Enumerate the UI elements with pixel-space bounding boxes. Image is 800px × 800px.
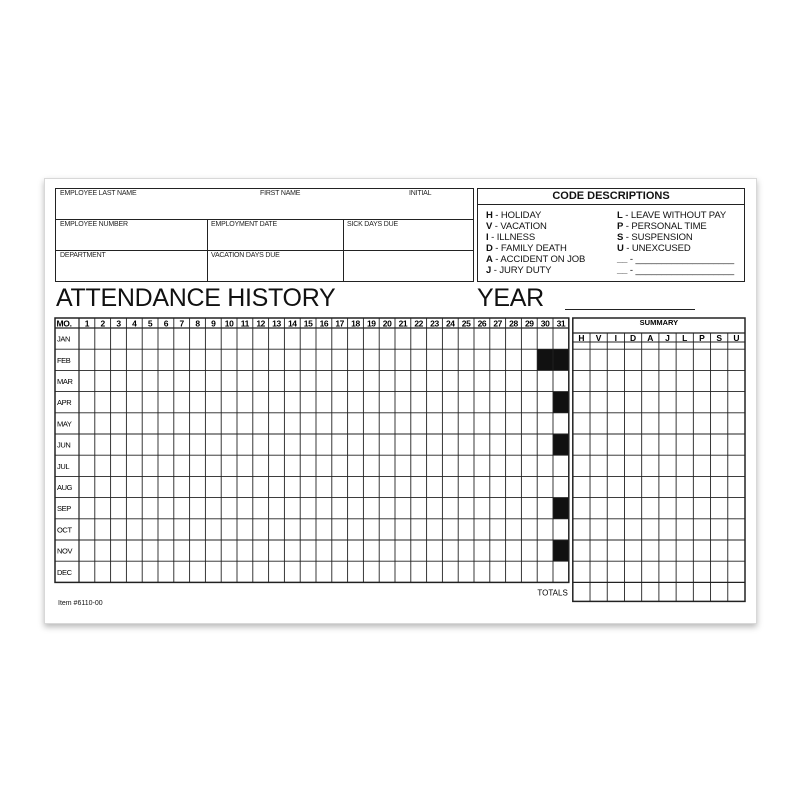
day-header-18: 18 (351, 318, 360, 329)
month-label-may: MAY (57, 419, 72, 429)
day-header-16: 16 (319, 318, 329, 329)
item-number: Item #6110-00 (58, 600, 103, 607)
day-header-8: 8 (195, 318, 200, 329)
month-label-jul: JUL (57, 461, 70, 471)
vacation-days-due-label: VACATION DAYS DUE (211, 252, 280, 259)
month-label-apr: APR (57, 398, 72, 408)
blocked-cell-feb-30 (537, 349, 553, 370)
month-label-feb: FEB (57, 355, 71, 365)
blocked-cell-apr-31 (553, 392, 569, 413)
code-description: - ___________________ (627, 254, 735, 265)
day-header-15: 15 (303, 318, 313, 329)
summary-code-s: S (716, 333, 723, 343)
day-header-1: 1 (84, 318, 90, 329)
days-grid-border (55, 318, 569, 582)
day-header-19: 19 (366, 318, 376, 329)
day-header-30: 30 (540, 318, 550, 329)
month-label-aug: AUG (57, 483, 73, 492)
day-header-13: 13 (272, 318, 281, 329)
code-letter: D (486, 243, 493, 254)
code-descriptions-title: CODE DESCRIPTIONS (552, 190, 670, 202)
department-label: DEPARTMENT (60, 252, 106, 259)
employment-date-label: EMPLOYMENT DATE (211, 221, 277, 228)
day-header-27: 27 (493, 318, 503, 329)
first-name-label: FIRST NAME (260, 190, 301, 197)
blocked-cell-nov-31 (553, 540, 569, 561)
code-description: - PERSONAL TIME (623, 221, 707, 232)
attendance-card (44, 178, 757, 624)
code-description: - ___________________ (627, 265, 735, 276)
month-label-sep: SEP (57, 504, 71, 514)
summary-title: SUMMARY (639, 318, 679, 327)
month-label-dec: DEC (57, 567, 72, 577)
summary-code-p: P (699, 333, 705, 343)
day-header-21: 21 (398, 318, 408, 329)
code-letter: __ (617, 265, 628, 276)
day-header-5: 5 (147, 318, 153, 329)
page-title: ATTENDANCE HISTORY (56, 284, 336, 312)
month-label-nov: NOV (57, 546, 73, 556)
blocked-cell-sep-31 (553, 498, 569, 519)
summary-code-l: L (682, 333, 688, 343)
day-header-12: 12 (256, 318, 266, 329)
blocked-cell-feb-31 (553, 349, 569, 370)
day-header-20: 20 (382, 318, 392, 329)
code-description: - ILLNESS (488, 232, 536, 243)
day-header-24: 24 (445, 318, 455, 329)
code-letter: __ (617, 254, 628, 265)
totals-label: TOTALS (537, 588, 568, 598)
month-label-oct: OCT (57, 525, 72, 535)
day-header-2: 2 (100, 318, 105, 329)
code-letter: J (486, 265, 492, 276)
day-header-28: 28 (509, 318, 518, 329)
code-letter: S (617, 232, 624, 243)
day-header-29: 29 (524, 318, 534, 329)
initial-label: INITIAL (409, 190, 432, 197)
day-header-23: 23 (430, 318, 439, 329)
code-letter: V (486, 221, 493, 232)
code-description: - LEAVE WITHOUT PAY (622, 210, 727, 221)
code-description: - VACATION (492, 221, 547, 232)
code-description: - HOLIDAY (492, 210, 542, 221)
day-header-22: 22 (414, 318, 424, 329)
summary-code-v: V (595, 333, 602, 343)
summary-code-j: J (665, 333, 670, 343)
day-header-4: 4 (132, 318, 137, 329)
code-description: - FAMILY DEATH (492, 243, 567, 254)
day-header-11: 11 (240, 318, 249, 329)
sick-days-due-label: SICK DAYS DUE (347, 221, 398, 228)
day-header-7: 7 (179, 318, 184, 329)
day-header-6: 6 (163, 318, 169, 329)
code-letter: H (486, 210, 493, 221)
month-label-jan: JAN (57, 334, 70, 344)
month-label-jun: JUN (57, 440, 71, 450)
day-header-17: 17 (335, 318, 345, 329)
code-letter: U (617, 243, 624, 254)
day-header-14: 14 (287, 318, 297, 329)
employee-number-label: EMPLOYEE NUMBER (60, 221, 128, 228)
day-header-10: 10 (224, 318, 234, 329)
code-description: - SUSPENSION (623, 232, 693, 243)
month-header: MO. (56, 318, 72, 329)
day-header-26: 26 (477, 318, 487, 329)
code-letter: P (617, 221, 624, 232)
blocked-cell-jun-31 (553, 434, 569, 455)
day-header-9: 9 (211, 318, 216, 329)
code-description: - ACCIDENT ON JOB (492, 254, 586, 265)
summary-code-d: D (629, 333, 637, 343)
year-label: YEAR (477, 284, 544, 312)
month-label-mar: MAR (57, 377, 73, 386)
attendance-grid (45, 179, 756, 623)
day-header-31: 31 (556, 318, 566, 329)
code-description: - UNEXCUSED (623, 243, 691, 254)
code-letter: L (617, 210, 623, 221)
code-letter: I (486, 232, 489, 243)
day-header-3: 3 (116, 318, 121, 329)
day-header-25: 25 (461, 318, 471, 329)
code-letter: A (486, 254, 493, 265)
summary-code-a: A (647, 333, 654, 343)
summary-code-h: H (578, 333, 585, 343)
summary-code-u: U (733, 333, 740, 343)
summary-code-i: I (614, 333, 618, 343)
last-name-label: EMPLOYEE LAST NAME (60, 190, 137, 197)
code-description: - JURY DUTY (491, 265, 552, 276)
